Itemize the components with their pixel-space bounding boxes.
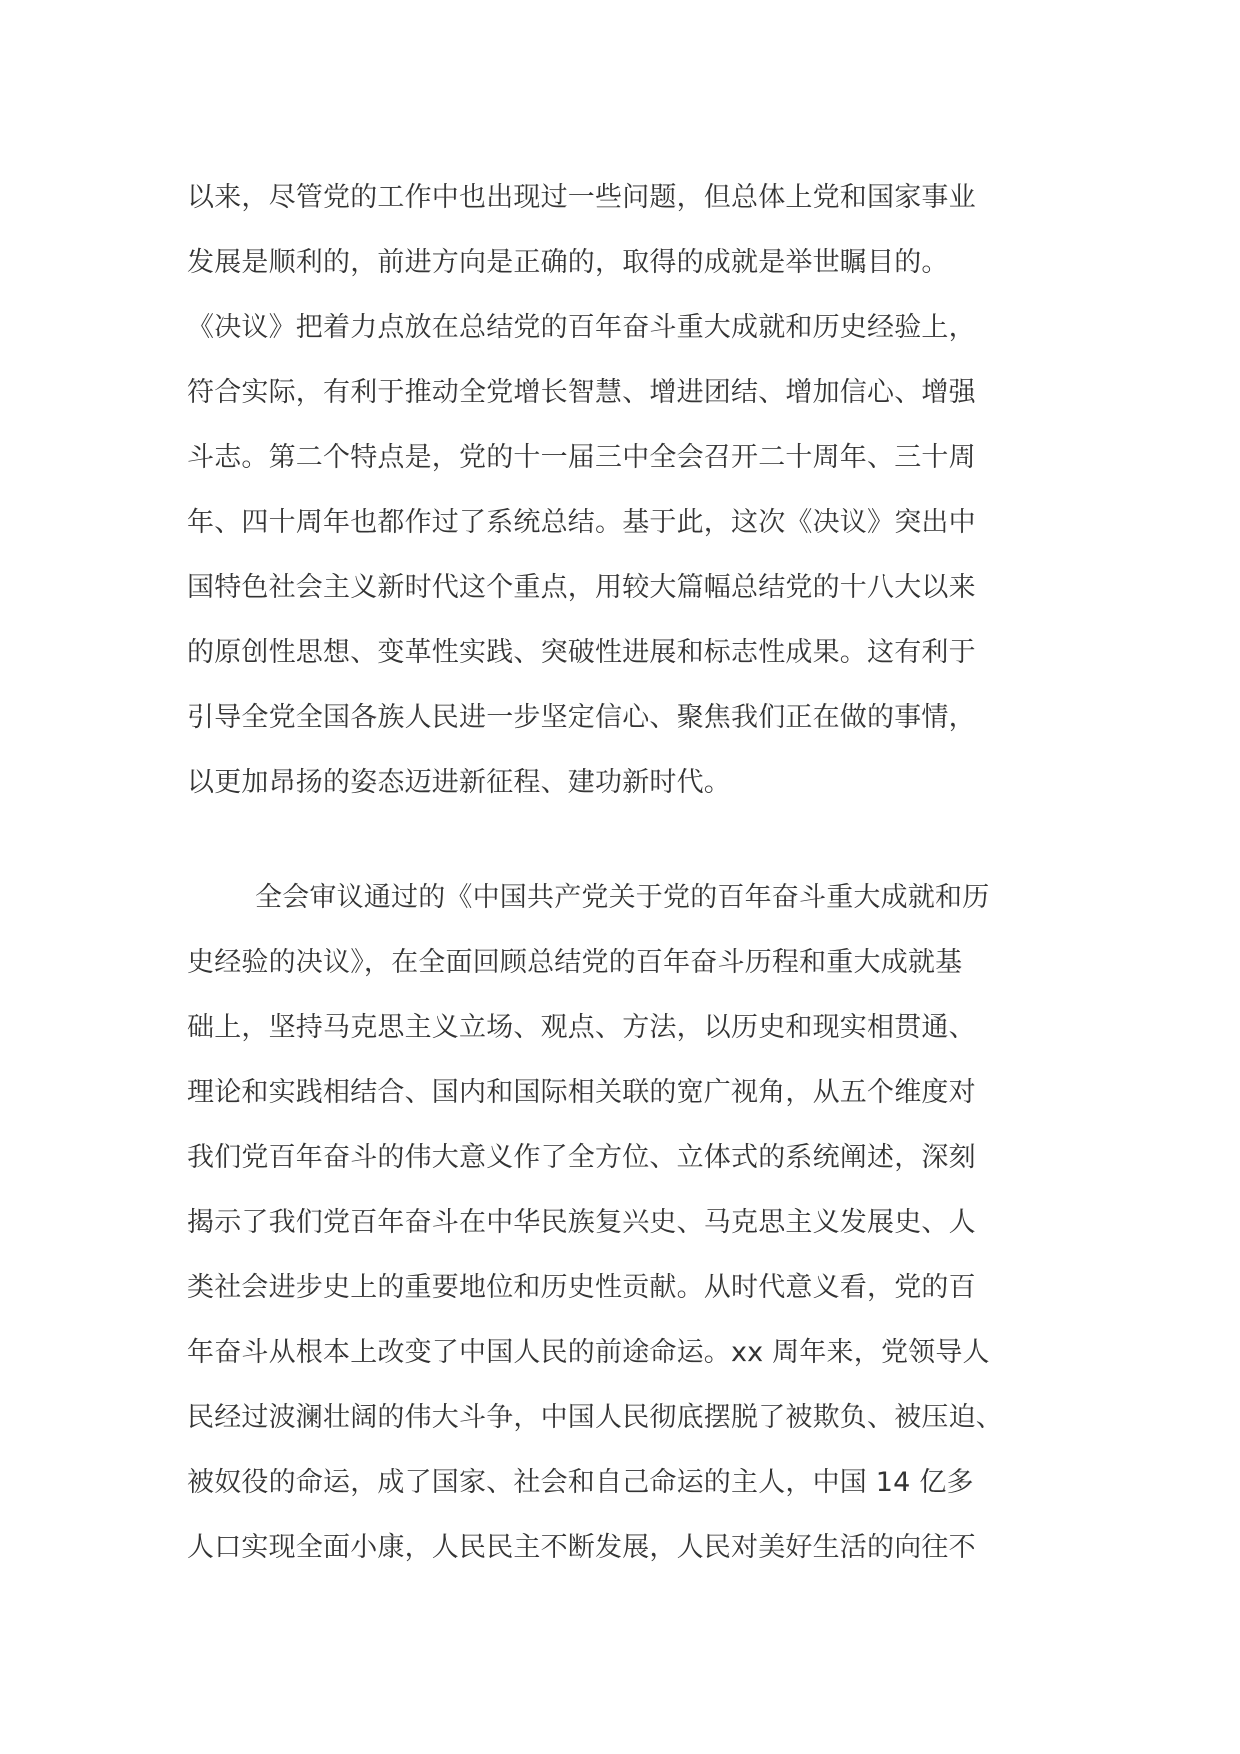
text-line: 础上，坚持马克思主义立场、观点、方法，以历史和现实相贯通、 [187,1012,976,1043]
text-line: 的原创性思想、变革性实践、突破性进展和标志性成果。这有利于 [187,637,976,668]
text-line: 符合实际，有利于推动全党增长智慧、增进团结、增加信心、增强 [187,377,976,408]
text-line-first-indented: 全会审议通过的《中国共产党关于党的百年奋斗重大成就和历 [255,882,990,913]
text-line: 斗志。第二个特点是，党的十一届三中全会召开二十周年、三十周 [187,442,976,473]
text-line: 发展是顺利的，前进方向是正确的，取得的成就是举世瞩目的。 [187,247,949,278]
text-line: 以来，尽管党的工作中也出现过一些问题，但总体上党和国家事业 [187,182,976,213]
text-line: 理论和实践相结合、国内和国际相关联的宽广视角，从五个维度对 [187,1077,976,1108]
text-line: 类社会进步史上的重要地位和历史性贡献。从时代意义看，党的百 [187,1272,976,1303]
paragraph-1 [187,165,1067,815]
text-line: 揭示了我们党百年奋斗在中华民族复兴史、马克思主义发展史、人 [187,1207,976,1238]
text-line: 《决议》把着力点放在总结党的百年奋斗重大成就和历史经验上， [187,312,976,343]
text-line: 引导全党全国各族人民进一步坚定信心、聚焦我们正在做的事情， [187,702,976,733]
text-line: 人口实现全面小康，人民民主不断发展，人民对美好生活的向往不 [187,1532,976,1563]
text-line: 民经过波澜壮阔的伟大斗争，中国人民彻底摆脱了被欺负、被压迫、 [187,1402,1003,1433]
text-line: 以更加昂扬的姿态迈进新征程、建功新时代。 [187,767,731,798]
text-line: 国特色社会主义新时代这个重点，用较大篇幅总结党的十八大以来 [187,572,976,603]
text-line: 年、四十周年也都作过了系统总结。基于此，这次《决议》突出中 [187,507,976,538]
text-line: 我们党百年奋斗的伟大意义作了全方位、立体式的系统阐述，深刻 [187,1142,976,1173]
paragraph-2 [187,865,1067,1580]
text-line: 史经验的决议》，在全面回顾总结党的百年奋斗历程和重大成就基 [187,947,963,978]
text-line: 被奴役的命运，成了国家、社会和自己命运的主人，中国 14 亿多 [187,1467,974,1498]
text-line: 年奋斗从根本上改变了中国人民的前途命运。xx 周年来，党领导人 [187,1337,990,1368]
